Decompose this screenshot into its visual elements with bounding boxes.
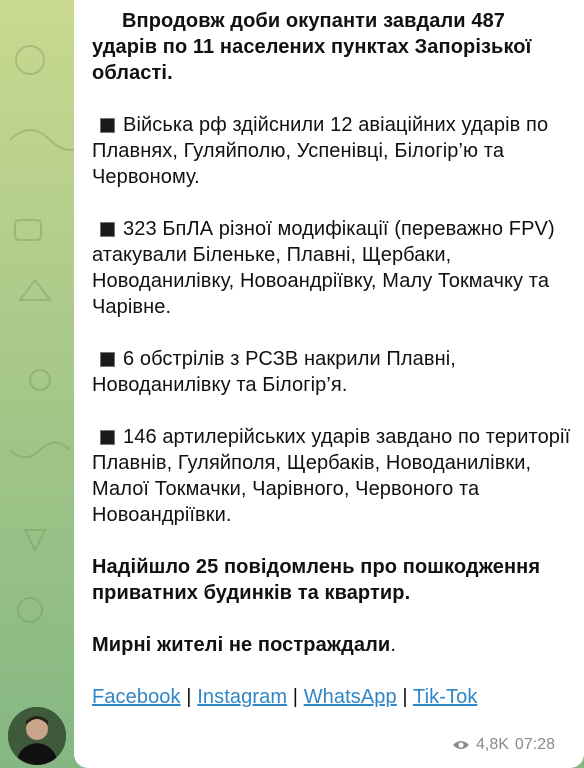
damage-report: Надійшло 25 повідомлень про пошкодження приватних будинків та квартир. (92, 556, 541, 604)
avatar[interactable] (8, 707, 66, 765)
square-bullet-icon (100, 430, 115, 445)
message-item: 146 артилерійських ударів завдано по території Плавнів, Гуляйполя, Щербаків, Новоданилівки, Малої Токмачки, Чарівного, Червоного та Новоандріївки. (92, 426, 571, 526)
message-item: Війська рф здійснили 12 авіаційних ударів по Плавнях, Гуляйполю, Успенівці, Білогір’ю та Червоному. (92, 114, 549, 188)
chat-background-doodles (0, 0, 80, 768)
message-item: 323 БпЛА різної модифікації (переважно FPV) атакували Біленьке, Плавні, Щербаки, Новоданилівку, Новоандріївку, Малу Токмачку та Чарівне. (92, 218, 555, 318)
view-count: 4,8K (476, 736, 509, 753)
message-text (92, 8, 572, 736)
square-bullet-icon (100, 352, 115, 367)
whatsapp-link[interactable]: WhatsApp (303, 686, 397, 708)
avatar-image (8, 707, 66, 765)
social-links: Facebook | Instagram | WhatsApp | Tik-Tok (92, 686, 478, 708)
tiktok-link[interactable]: Tik-Tok (413, 686, 478, 708)
instagram-link[interactable]: Instagram (197, 686, 288, 708)
square-bullet-icon (100, 222, 115, 237)
message-item: 6 обстрілів з РСЗВ накрили Плавні, Новоданилівку та Білогір’я. (92, 348, 456, 396)
facebook-link[interactable]: Facebook (92, 686, 181, 708)
eye-icon (452, 739, 470, 751)
message-headline: Впродовж доби окупанти завдали 487 ударів по 11 населених пунктах Запорізької області. (92, 10, 532, 84)
message-meta (452, 736, 555, 754)
message-time: 07:28 (514, 736, 555, 753)
square-bullet-icon (100, 118, 115, 133)
civilians-status: Мирні жителі не постраждали. (92, 634, 396, 656)
